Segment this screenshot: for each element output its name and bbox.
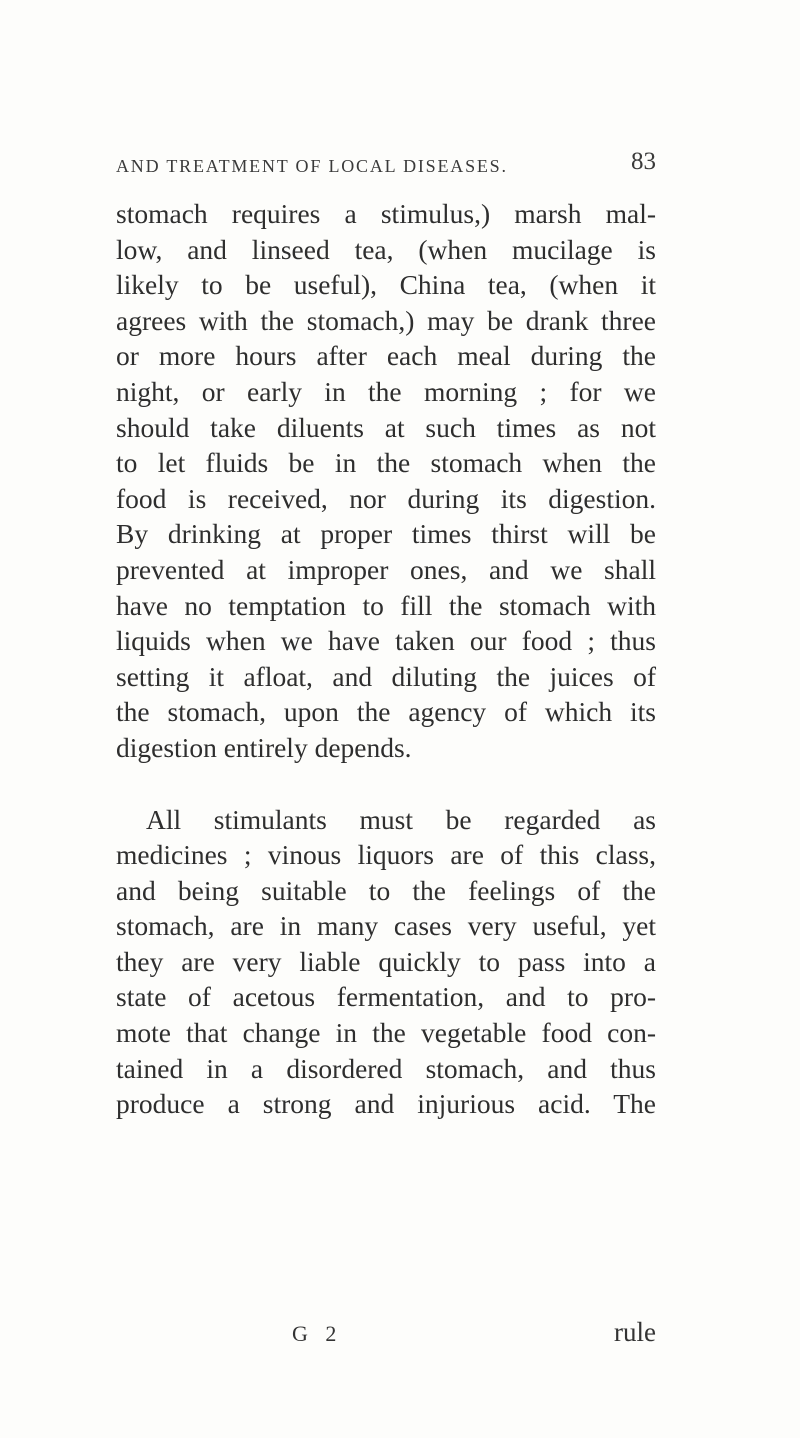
text-line: digestion entirely depends. [116, 731, 412, 763]
catchword: rule [614, 1317, 656, 1347]
text-line: All stimulants must be regarded as [146, 803, 656, 835]
text-line: tained in a disordered stomach, and thus [116, 1052, 656, 1084]
text-line: likely to be useful), China tea, (when it [116, 269, 656, 301]
text-line: liquids when we have taken our food ; thus [116, 625, 656, 657]
text-line: agrees with the stomach,) may be drank three [116, 304, 656, 336]
text-line: mote that change in the vegetable food con- [116, 1017, 656, 1049]
running-head-title: AND TREATMENT OF LOCAL DISEASES. [116, 156, 508, 176]
text-line: night, or early in the morning ; for we [116, 375, 656, 407]
page-footer [116, 1317, 656, 1357]
text-line: prevented at improper ones, and we shall [116, 553, 656, 585]
text-line: stomach, are in many cases very useful, yet [116, 910, 656, 942]
signature-mark: G 2 [292, 1321, 343, 1346]
text-line: and being suitable to the feelings of the [116, 874, 656, 906]
running-head [116, 144, 656, 184]
text-line: produce a strong and injurious acid. The [116, 1088, 656, 1120]
page-number: 83 [631, 148, 656, 175]
text-line: medicines ; vinous liquors are of this class, [116, 839, 656, 871]
text-line: the stomach, upon the agency of which its [116, 696, 656, 728]
text-line: food is received, nor during its digestion. [116, 482, 656, 514]
text-line: have no temptation to fill the stomach with [116, 589, 656, 621]
paragraph-2 [116, 802, 656, 1122]
text-line: stomach requires a stimulus,) marsh mal- [116, 198, 656, 229]
paragraph-1 [116, 196, 656, 766]
paragraph-spacer [116, 766, 656, 802]
body-text [116, 196, 656, 1122]
text-line: or more hours after each meal during the [116, 340, 656, 372]
text-line: setting it afloat, and diluting the juices of [116, 660, 656, 692]
text-line: they are very liable quickly to pass into a [116, 945, 656, 977]
text-line: should take diluents at such times as not [116, 411, 656, 443]
text-line: state of acetous fermentation, and to pro- [116, 981, 656, 1013]
text-line: low, and linseed tea, (when mucilage is [116, 233, 656, 265]
text-line: By drinking at proper times thirst will be [116, 518, 656, 550]
text-line: to let fluids be in the stomach when the [116, 447, 656, 479]
